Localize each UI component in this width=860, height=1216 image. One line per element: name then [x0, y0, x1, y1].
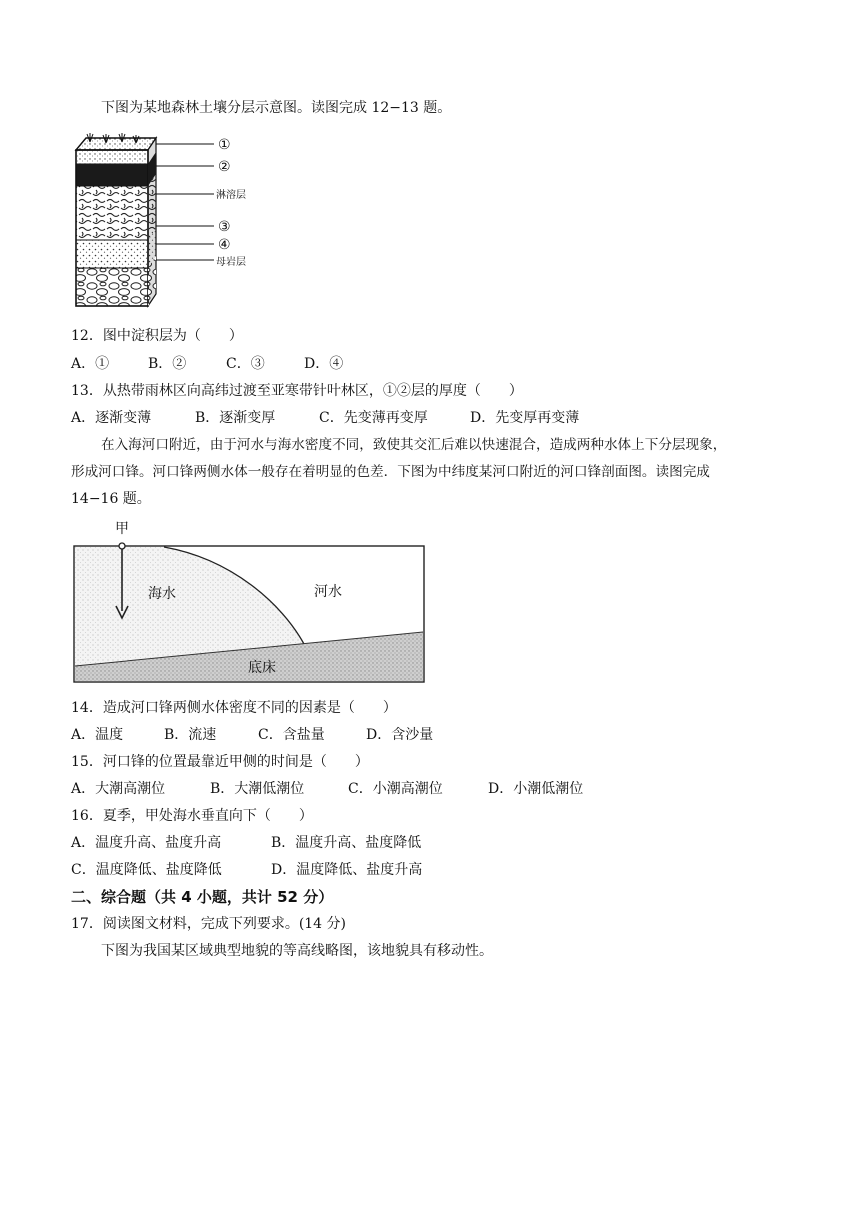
- soil-label-4: ④: [218, 237, 231, 253]
- point-jia-label: 甲: [115, 521, 129, 537]
- question-13-stem: 13．从热带雨林区向高纬过渡至亚寒带针叶林区，①②层的厚度（ ）: [71, 383, 523, 399]
- intro-text-1: 下图为某地森林土壤分层示意图。读图完成 12−13 题。: [101, 100, 452, 116]
- q15-option-d[interactable]: D．小潮低潮位: [488, 781, 584, 797]
- estuary-front-figure: [72, 514, 428, 686]
- q15-option-b[interactable]: B．大潮低潮位: [210, 781, 305, 797]
- section-2-heading: 二、综合题（共 4 小题，共计 52 分）: [71, 888, 334, 906]
- q12-option-c[interactable]: C．③: [226, 356, 265, 372]
- riverbed-label: 底床: [248, 660, 276, 676]
- soil-label-2: ②: [218, 159, 231, 175]
- river-water-label: 河水: [314, 584, 342, 600]
- q16-option-d[interactable]: D．温度降低、盐度升高: [271, 862, 423, 878]
- question-17-stem: 17．阅读图文材料，完成下列要求。(14 分): [71, 916, 347, 932]
- soil-label-parent-rock: 母岩层: [216, 257, 246, 268]
- question-16-stem: 16．夏季，甲处海水垂直向下（ ）: [71, 808, 313, 824]
- q13-option-b[interactable]: B．逐渐变厚: [195, 410, 276, 426]
- q12-option-b[interactable]: B．②: [148, 356, 187, 372]
- q12-option-d[interactable]: D．④: [304, 356, 344, 372]
- q13-option-c[interactable]: C．先变薄再变厚: [319, 410, 428, 426]
- passage-line-2: 形成河口锋。河口锋两侧水体一般存在着明显的色差．下图为中纬度某河口附近的河口锋剖面图。读图完成: [71, 464, 710, 480]
- q14-option-b[interactable]: B．流速: [164, 727, 217, 743]
- soil-label-3: ③: [218, 219, 231, 235]
- sea-water-label: 海水: [148, 586, 176, 602]
- question-15-stem: 15．河口锋的位置最靠近甲侧的时间是（ ）: [71, 754, 369, 770]
- soil-profile-figure: [64, 128, 278, 312]
- q12-option-a[interactable]: A．①: [71, 356, 110, 372]
- q16-option-b[interactable]: B．温度升高、盐度降低: [271, 835, 422, 851]
- q13-option-a[interactable]: A．逐渐变薄: [71, 410, 152, 426]
- soil-label-leaching: 淋溶层: [216, 190, 246, 201]
- passage-line-3: 14−16 题。: [71, 491, 151, 507]
- question-12-stem: 12．图中淀积层为（ ）: [71, 328, 243, 344]
- q16-option-c[interactable]: C．温度降低、盐度降低: [71, 862, 222, 878]
- q15-option-a[interactable]: A．大潮高潮位: [71, 781, 166, 797]
- q15-option-c[interactable]: C．小潮高潮位: [348, 781, 443, 797]
- q16-option-a[interactable]: A．温度升高、盐度升高: [71, 835, 222, 851]
- soil-label-1: ①: [218, 137, 231, 153]
- question-17-intro: 下图为我国某区域典型地貌的等高线略图，该地貌具有移动性。: [101, 943, 493, 959]
- question-14-stem: 14．造成河口锋两侧水体密度不同的因素是（ ）: [71, 700, 397, 716]
- q14-option-d[interactable]: D．含沙量: [366, 727, 434, 743]
- passage-line-1: 在入海河口附近，由于河水与海水密度不同，致使其交汇后难以快速混合，造成两种水体上下分层现象，: [101, 437, 727, 453]
- q14-option-c[interactable]: C．含盐量: [258, 727, 325, 743]
- q13-option-d[interactable]: D．先变厚再变薄: [470, 410, 580, 426]
- q14-option-a[interactable]: A．温度: [71, 727, 124, 743]
